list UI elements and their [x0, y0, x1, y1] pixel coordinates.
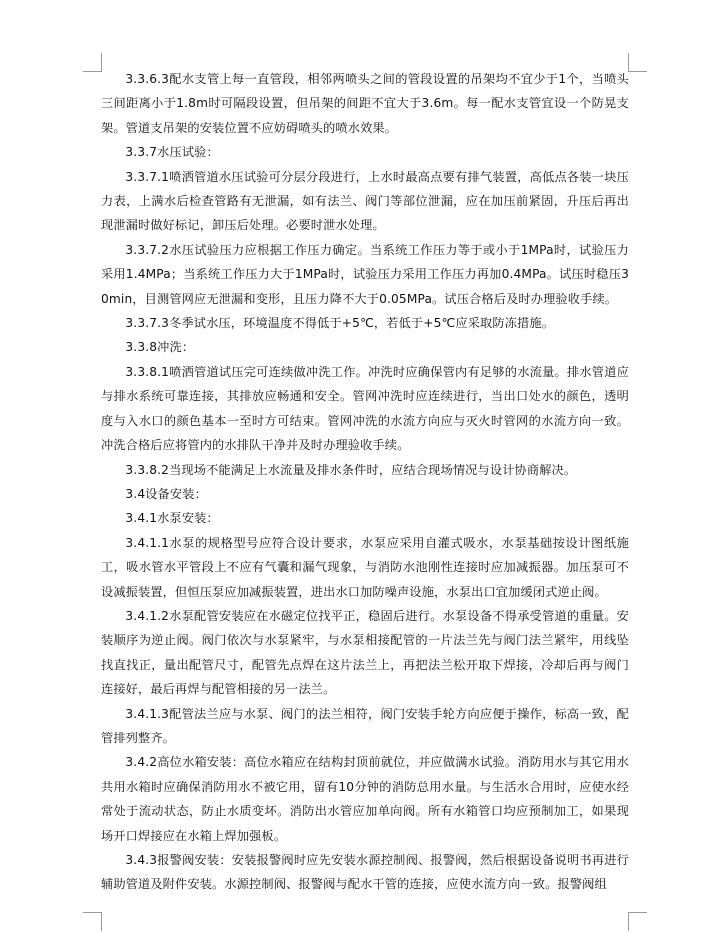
- paragraph-3-4-1-2: 3.4.1.2水泵配管安装应在水磁定位找平正，稳固后进行。水泵设备不得承受管道的重量。安装顺序为逆止阀。阀门依次与水泵紧牢，与水泵相接配管的一片法兰先与阀门法兰紧牢，用线坠找直找正，量出配管尺寸，配管先点焊在这片法兰上，再把法兰松开取下焊接，冷却后再与阀门连接好，最后再焊与配管相接的另一法兰。: [101, 608, 629, 697]
- crop-mark-bottom-right: [628, 912, 647, 931]
- paragraph-3-3-6-3: 3.3.6.3配水支管上每一直管段，相邻两喷头之间的管段设置的吊架均不宜少于1个，当喷头三间距离小于1.8m时可隔段设置，但吊架的间距不宜大于3.6m。每一配水支管宜设一个防晃支架。管道支吊架的安装位置不应妨碍喷头的喷水效果。: [101, 72, 629, 135]
- crop-mark-top-right: [628, 53, 647, 72]
- heading-3-3-8: 3.3.8冲洗：: [125, 340, 195, 355]
- paragraph-3-3-7-3: 3.3.7.3冬季试水压，环境温度不得低于+5℃，若低于+5℃应采取防冻措施。: [125, 316, 555, 331]
- document-body: [101, 67, 629, 897]
- paragraph-3-4-1-1: 3.4.1.1水泵的规格型号应符合设计要求，水泵应采用自灌式吸水，水泵基础按设计图纸施工，吸水管水平管段上不应有气囊和漏气现象，与消防水池刚性连接时应加减振器。加压泵可不设减振装置，但恒压泵应加减振装置，进出水口加防噪声设施，水泵出口宜加缓闭式逆止阀。: [101, 535, 629, 599]
- paragraph-3-3-8-2: 3.3.8.2当现场不能满足上水流量及排水条件时，应结合现场情况与设计协商解决。: [125, 462, 577, 477]
- paragraph-3-3-8-1: 3.3.8.1喷洒管道试压完可连续做冲洗工作。冲洗时应确保管内有足够的水流量。排水管道应与排水系统可靠连接，其排放应畅通和安全。管网冲洗时应连续进行，当出口处水的颜色，透明度与入水口的颜色基本一至时方可结束。管网冲洗的水流方向应与灭火时管网的水流方向一致。冲洗合格后应将管内的水排队干净并及时办理验收手续。: [101, 364, 629, 453]
- paragraph-3-3-7-1: 3.3.7.1喷洒管道水压试验可分层分段进行，上水时最高点要有排气装置，高低点各装一块压力表，上满水后检查管路有无泄漏，如有法兰、阀门等部位泄漏，应在加压前紧固，升压后再出现泄漏时做好标记，卸压后处理。必要时泄水处理。: [101, 169, 629, 233]
- heading-3-4: 3.4设备安装：: [125, 486, 207, 501]
- crop-mark-top-left: [83, 53, 102, 72]
- paragraph-3-4-2: 3.4.2高位水箱安装：高位水箱应在结构封顶前就位，并应做满水试验。消防用水与其它用水共用水箱时应确保消防用水不被它用，留有10分钟的消防总用水量。与生活水合用时，应使水经常处于流动状态，防止水质变坏。消防出水管应加单向阀。所有水箱管口均应预制加工，如果现场开口焊接应在水箱上焊加强板。: [101, 755, 629, 843]
- paragraph-3-4-1-3: 3.4.1.3配管法兰应与水泵、阀门的法兰相符，阀门安装手轮方向应便于操作，标高一致，配管排列整齐。: [101, 706, 629, 745]
- paragraph-3-4-3: 3.4.3报警阀安装：安装报警阀时应先安装水源控制阀、报警阀，然后根据设备说明书再进行辅助管道及附件安装。水源控制阀、报警阀与配水干管的连接，应使水流方向一致。报警阀组: [101, 853, 629, 892]
- heading-3-3-7: 3.3.7水压试验：: [125, 145, 219, 160]
- crop-mark-bottom-left: [83, 912, 102, 931]
- paragraph-3-3-7-2: 3.3.7.2水压试验压力应根据工作压力确定。当系统工作压力等于或小于1MPa时，试验压力采用1.4MPa；当系统工作压力大于1MPa时，试验压力采用工作压力再加0.4MPa。试压时稳压30min，目测管网应无泄漏和变形，且压力降不大于0.05MPa。试压合格后及时办理验收手续。: [101, 242, 629, 306]
- heading-3-4-1: 3.4.1水泵安装：: [125, 511, 219, 526]
